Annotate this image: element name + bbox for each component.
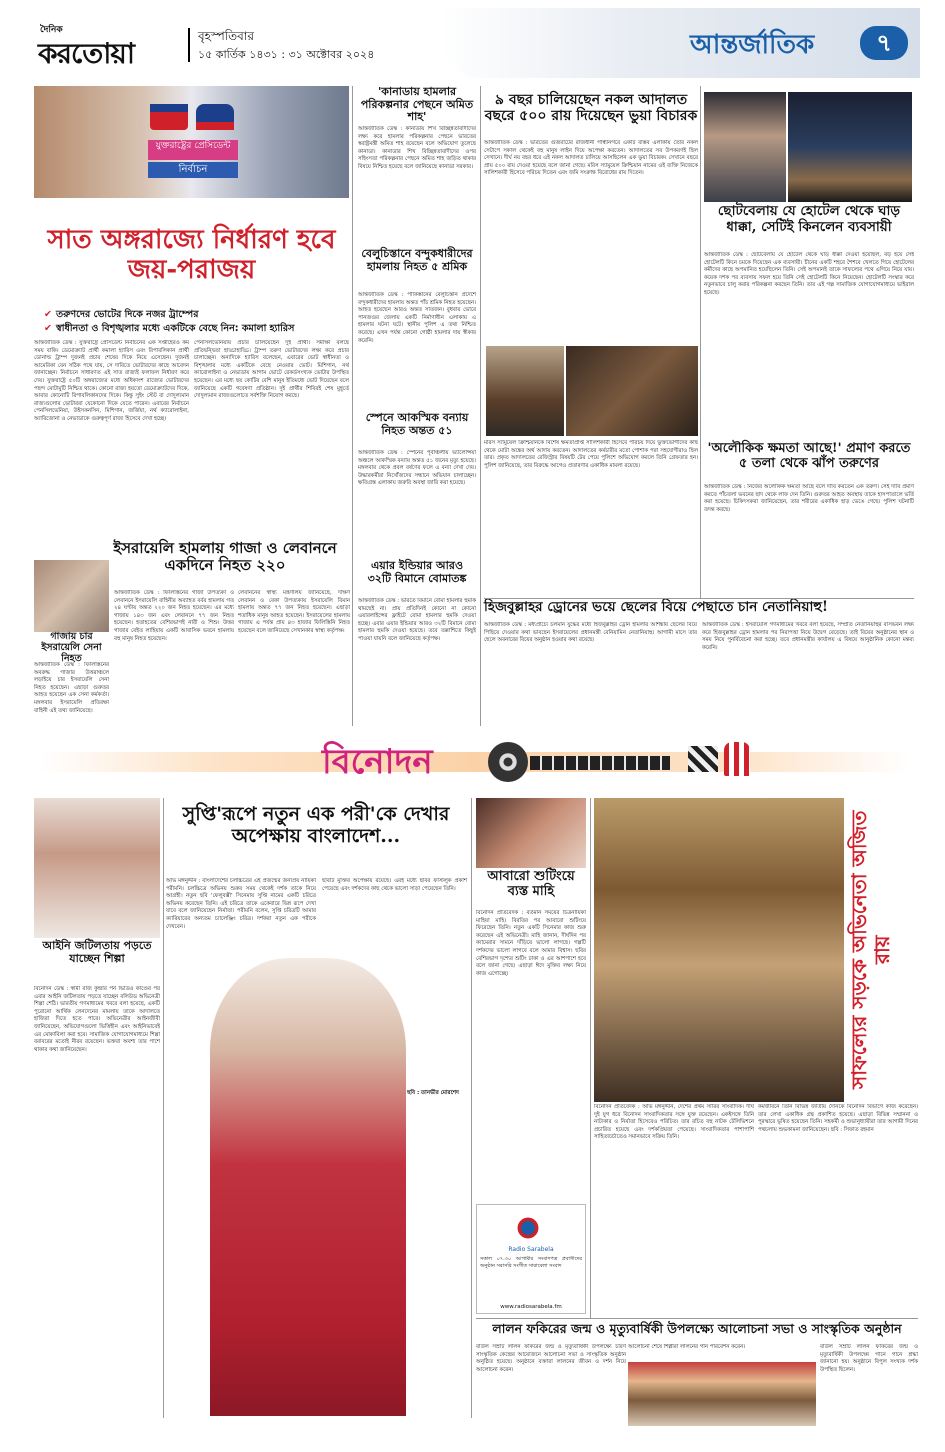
lead-headline: সাত অঙ্গরাজ্যে নির্ধারণ হবে জয়-পরাজয় [47, 225, 336, 285]
column-rule [590, 798, 591, 1318]
column-rule [352, 86, 353, 726]
lalon-body: বাউল সম্রাট লালন ফকিরের জন্ম ও মৃত্যুবার্ষিকী উপলক্ষ্যে চারণ সাংস্কৃতিক কেন্দ্রের আয়োজনে আলোচনা সভা ও সাংস্কৃতিক অনুষ্ঠান অনুষ্ঠিত হয়েছে। অনুষ্ঠানে বক্তারা লালনের জীবন ও দর্শন নিয়ে আলোচনা করেন। [476, 1344, 626, 1373]
page-number: ৭ [860, 26, 908, 60]
section-title: আন্তর্জাতিক [690, 30, 815, 60]
issue-date: ১৫ কার্তিক ১৪৩১ : ৩১ অক্টোবর ২০২৪ [198, 48, 375, 61]
amit-shah-body: আন্তর্জাতিক ডেস্ক : কানাডায় শিখ বিচ্ছিন্নতাবাদীদের লক্ষ্য করে হামলার পরিকল্পনার পেছনে ভারতের স্বরাষ্ট্রমন্ত্রী অমিত শাহ রয়েছেন বলে অভিযোগ তুলেছে কানাডা। কানাডার শিখ বিচ্ছিন্নতাবাদীদের ওপর সহিংসতা পরিকল্পনার পেছনে অমিত শাহ জড়িত থাকার বিষয়ে নিশ্চিত হয়েছে বলে জানিয়েছে কানাডা সরকার। [358, 126, 476, 170]
mahi-photo [476, 798, 586, 868]
balochistan-body: আন্তর্জাতিক ডেস্ক : পাকিস্তানের বেলুচিস্তান প্রদেশে বন্দুকধারীদের হামলায় অন্তত পাঁচ শ্রমিক নিহত হয়েছেন। আহত হয়েছেন আরও অন্তত সাতজন। বুধবার ভোরে পানজগুর জেলায় একটি নির্মাণাধীন এলাকায় এ হামলার ঘটনা ঘটে। স্থানীয় পুলিশ এ তথ্য নিশ্চিত করেছে। এখন পর্যন্ত কোনো গোষ্ঠী হামলার দায় স্বীকার করেনি। [358, 292, 476, 344]
ajit-body: কর্মজীবনে তিনি বিভিন্ন জাতীয় দৈনিকে বিনোদন বিভাগে কাজ করেছেন। তার লেখা একাধিক গ্রন্থ প্রকাশিত হয়েছে। এছাড়া বিভিন্ন সম্মাননা ও পুরস্কারে ভূষিত হয়েছেন তিনি। সহকর্মী ও শুভানুধ্যায়ীরা তার আগামী দিনের পথচলায় শুভকামনা জানিয়েছেন। ছবি : সিফাত রহমান [758, 1104, 918, 1133]
shilpa-photo [34, 798, 160, 938]
hotel-headline: ছোটবেলায় যে হোটেল থেকে ঘাড় ধাক্কা, সেটিই কিনলেন ব্যবসায়ী [717, 203, 901, 235]
radio-name: Radio Sarabela [508, 1246, 554, 1253]
air-india-body: আন্তর্জাতিক ডেস্ক : ভারতে বিমানে বোমা হামলার হুমকি থামছেই না। প্রায় প্রতিদিনই কোনো না কোনো এয়ারলাইন্সের ফ্লাইটে বোমা হামলার হুমকি দেওয়া হচ্ছে। এবার এয়ার ইন্ডিয়ার আরও ৩২টি বিমানে বোমা হামলার হুমকি দেওয়া হয়েছে। তবে তল্লাশিতে কিছুই পাওয়া যায়নি বলে জানিয়েছে কর্তৃপক্ষ। [358, 598, 476, 642]
election-badge-title: নির্বাচন [148, 162, 238, 178]
paper-logo: করতোয়া [38, 37, 134, 70]
column-rule [163, 798, 164, 1418]
occult-body: আন্তর্জাতিক ডেস্ক : নিজের অলৌকিক ক্ষমতা আছে বলে দাবি করতেন এক তরুণ। সেই দাবি প্রমাণ করতে পাঁচতলা ভবনের ছাদ থেকে লাফ দেন তিনি। গুরুতর আহত অবস্থায় তাকে হাসপাতালে ভর্তি করা হয়েছে। চিকিৎসকরা জানিয়েছেন, তার শরীরের একাধিক হাড় ভেঙে গেছে। পুলিশ ঘটনাটি তদন্ত করছে। [704, 484, 914, 513]
ajit-photo [594, 798, 844, 1102]
occult-headline: 'অলৌকিক ক্ষমতা আছে!' প্রমাণ করতে ৫ তলা থেকে ঝাঁপ তরুণের [707, 441, 911, 471]
spain-flood-headline: স্পেনে আকস্মিক বন্যায় নিহত অন্তত ৫১ [365, 411, 469, 437]
clapperboard-icon [688, 746, 718, 772]
netanyahu-body: আন্তর্জাতিক ডেস্ক : মধ্যপ্রাচ্যে চলমান যুদ্ধের মধ্যে হিজবুল্লাহর ড্রোন হামলার আশঙ্কায় ছেলের বিয়ে পিছিয়ে দেওয়ার কথা ভাবছেন ইসরায়েলের প্রধানমন্ত্রী বেনিয়ামিন নেতানিয়াহু। আগামী মাসে তার ছেলে অবনারের বিয়ের অনুষ্ঠান হওয়ার কথা রয়েছে। [484, 622, 697, 644]
netanyahu-body: আন্তর্জাতিক ডেস্ক : ইসরায়েলি গণমাধ্যমের খবরে বলা হয়েছে, সম্প্রতি নেতানিয়াহুর বাসভবন লক্ষ্য করে হিজবুল্লাহর ড্রোন হামলার পর নিরাপত্তা নিয়ে উদ্বেগ বেড়েছে। তাই বিয়ের অনুষ্ঠানের স্থান ও সময় নিয়ে পুনর্বিবেচনা করা হচ্ছে। তবে প্রধানমন্ত্রীর কার্যালয় এ বিষয়ে আনুষ্ঠানিক কোনো মন্তব্য করেনি। [702, 622, 914, 651]
popcorn-icon [724, 742, 750, 776]
israel-body: লেবাননের স্বাস্থ্য মন্ত্রণালয় জানিয়েছে, দক্ষিণ লেবানন ও বেকা উপত্যকায় ইসরায়েলি বিমান হামলায় অন্তত ৭৭ জন নিহত হয়েছেন। এছাড়া শতাধিক মানুষ আহত হয়েছেন। ইসরায়েলের হামলায় গাজায় এ পর্যন্ত প্রায় ৪৩ হাজার ফিলিস্তিনি নিহত হয়েছেন বলে জানিয়েছে সেখানকার স্বাস্থ্য কর্তৃপক্ষ। [238, 590, 350, 634]
lead-body: আন্তর্জাতিক ডেস্ক : যুক্তরাষ্ট্রে প্রেসিডেন্ট নির্বাচনের এক সপ্তাহেরও কম সময় বাকি। ডেমোক্র্যাট প্রার্থী কমালা হ্যারিস এবং রিপাবলিকান প্রার্থী ডোনাল্ড ট্রাম্প দুজনই প্রচার শেষের দিকে নিয়ে এসেছেন। দুজনই আমেরিকা যেন সঠিক পথে যায়, সে দাবিতে ভোটারদের কাছে আবেদন জানাচ্ছেন। নির্বাচনে সাধারণত এই সাত রাজ্যই ফলাফল নির্ধারণ করে দেয়। যুক্তরাষ্ট্রে ৫০টি অঙ্গরাজ্যের মধ্যে অধিকাংশ রাজ্যের ভোটারদের পছন্দ মোটামুটি নিশ্চিত থাকে। কোনো রাজ্য হয়তো ডেমোক্র্যাটদের দিকে, আবার কোনোটি রিপাবলিকানদের দিকে। কিন্তু সুইং স্টেট বা দোদুল্যমান রাজ্যগুলোর ভোটাররা যেকোনো দিকে যেতে পারেন। এবারের নির্বাচনে পেনসিলভেনিয়া, উইসকনসিন, মিশিগান, জর্জিয়া, নর্থ ক্যারোলাইনা, অ্যারিজোনা ও নেভাডাকে গুরুত্বপূর্ণ রাজ্য হিসেবে দেখা হচ্ছে। [34, 340, 189, 422]
column-rule [700, 86, 701, 598]
porimoni-photo [210, 958, 406, 1416]
lalon-event-photo [628, 1362, 816, 1426]
radio-url[interactable]: www.radiosarabela.fm [500, 1304, 562, 1310]
radio-schedule: সকাল ০৭.৩০ আগামীর সংবাদপত্র প্রবাসীদের অনুষ্ঠান সরাসরি সংগীত সারাবেলা সংবাদ [480, 1256, 582, 1269]
porimoni-body: অভি মঈনুদ্দীন : বাংলাদেশের চলচ্চিত্রের এই প্রজন্মের জনপ্রিয় নায়িকা পরীমনি। চলচ্চিত্রে অভিনয় শুরুর সময় থেকেই দর্শক তাকে নিয়ে আগ্রহী। নতুন ছবি 'ফেলুবক্সী' সিনেমায় সুপ্তি নামের একটি চরিত্রে অভিনয় করেছেন তিনি। এই চরিত্রে তাকে একেবারে ভিন্ন রূপে দেখা যাবে বলে জানিয়েছেন নির্মাতা। পরীমনি বলেন, সুপ্তি চরিত্রটি আমার ক্যারিয়ারের অন্যতম চ্যালেঞ্জিং চরিত্র। দর্শকরা নতুন এক পরীকে দেখবেন। [166, 878, 316, 930]
column-rule [480, 86, 481, 726]
lead-bullet [44, 322, 344, 337]
mahi-headline: আবারো শুটিংয়ে ব্যস্ত মাহি [487, 869, 575, 899]
fake-judge-photo [486, 346, 564, 436]
israel-body: আন্তর্জাতিক ডেস্ক : ফিলিস্তিনের গাজা উপত্যকা ও লেবাননে ইসরায়েলি বাহিনীর অব্যাহত বর্বর হামলায় গত ২৪ ঘণ্টায় অন্তত ২২০ জন নিহত হয়েছেন। এর মধ্যে গাজায় ১৪৩ জন এবং লেবাননে ৭৭ জন নিহত হয়েছেন। হতাহতের বেশিরভাগই নারী ও শিশু। উত্তর গাজার বেইত লাহিয়ায় একটি আবাসিক ভবনে হামলায় বহু মানুষ নিহত হয়েছেন। [114, 590, 234, 642]
balochistan-headline: বেলুচিস্তানে বন্দুকধারীদের হামলায় নিহত ৫ শ্রমিক [361, 247, 473, 273]
film-strip-icon [530, 756, 670, 770]
check-icon: ✔ [44, 309, 52, 320]
gaza-body: আন্তর্জাতিক ডেস্ক : ফিলিস্তিনের অবরুদ্ধ গাজার উত্তরাঞ্চলে লড়াইয়ে চার ইসরায়েলি সেনা নিহত হয়েছেন। এছাড়া গুরুতর আহত হয়েছেন এক সেনা কর্মকর্তা। মঙ্গলবার ইসরায়েলি প্রতিরক্ষা বাহিনী এই তথ্য জানিয়েছে। [34, 662, 109, 714]
porimoni-headline: সুপ্তি'রূপে নতুন এক পরী'কে দেখার অপেক্ষায় বাংলাদেশ... [182, 803, 450, 847]
lead-bullet [44, 308, 344, 323]
porimoni-body: ছবিটি মুক্তির অপেক্ষায় রয়েছে। এরই মধ্যে ছবির ফার্স্টলুক প্রকাশ পেয়েছে এবং দর্শকদের কাছ থেকে ভালো সাড়া পেয়েছেন তিনি। [322, 878, 467, 892]
air-india-headline: এয়ার ইন্ডিয়ার আরও ৩২টি বিমানে বোমাতঙ্ক [367, 559, 467, 585]
ajit-body: বিনোদন প্রতিবেদক : অভি মঈনুদ্দীন, দেশের প্রথম সারির সাংবাদিক। দীর্ঘ দুই যুগ ধরে বিনোদন সাংবাদিকতার সঙ্গে যুক্ত রয়েছেন। একইসঙ্গে তিনি নাট্যকার ও নির্মাতা হিসেবেও পরিচিত। তার রচিত বহু নাটক টেলিভিশনে প্রচারিত হয়েছে এবং দর্শকপ্রিয়তা পেয়েছে। সাংবাদিকতার পাশাপাশি সাহিত্যচর্চাতেও সমানভাবে সক্রিয় তিনি। [594, 1104, 754, 1141]
soldiers-photo [34, 560, 109, 632]
world-map-banner [440, 8, 920, 78]
paper-logo-prefix: দৈনিক [40, 25, 63, 35]
masthead-divider [188, 28, 190, 62]
shilpa-headline: আইনি জটিলতায় পড়তে যাচ্ছেন শিল্পা [42, 939, 152, 965]
mahi-body: বিনোদন প্রতিবেদক : বর্তমান সময়ের চিত্রনায়িকা মাহিয়া মাহি। বিরতির পর আবারো শুটিংয়ে ফিরেছেন তিনি। নতুন একটি সিনেমার কাজ শুরু করেছেন এই অভিনেত্রী। মাহি জানান, দীর্ঘদিন পর ক্যামেরার সামনে দাঁড়িয়ে ভালো লাগছে। গল্পটি দর্শকদের ভালো লাগবে বলে আমার বিশ্বাস। ছবির বেশিরভাগ দৃশ্যের শুটিং ঢাকা ও এর আশপাশে হবে বলে জানা গেছে। এছাড়া ঈদে মুক্তির লক্ষ্য নিয়ে কাজ এগোচ্ছে। [476, 910, 586, 977]
netanyahu-headline: হিজবুল্লাহর ড্রোনের ভয়ে ছেলের বিয়ে পেছাতে চান নেতানিয়াহু! [484, 599, 828, 615]
hotel-photo [788, 92, 912, 202]
fake-court-body: আন্তর্জাতিক ডেস্ক : ভারতের গুজরাটের রাজধানী গান্ধীনগরে একটি বাস্তব এলাকায় তৈরি নকল সেটাপে সকাল থেকেই বহু মানুষ লাইন দিয়ে অপেক্ষা করতেন। আদালতের সব উপকরণই ছিল সেখানে। দীর্ঘ নয় বছর ধরে এই নকল আদালত চালিয়ে আসছিলেন এক ভুয়া বিচারক। সেখানে বছরে প্রায় ৫০০ রায় দেওয়া হয়েছে বলে জানা গেছে। মরিস স্যামুয়েল ক্রিশ্চিয়ান নামের ওই ব্যক্তি নিজেকে সালিশকারী হিসেবে পরিচয় দিতেন এবং জমি সংক্রান্ত বিরোধের রায় দিতেন। [484, 140, 698, 177]
election-badge-country: যুক্তরাষ্ট্রের প্রেসিডেন্ট [148, 140, 238, 160]
lalon-body: বাউল সম্রাট লালন ফকিরের জন্ম ও মৃত্যুবার্ষিকী উপলক্ষ্যে গানে গানে শ্রদ্ধা জানানো হয়। অনুষ্ঠানে বিপুল সংখ্যক দর্শক উপস্থিত ছিলেন। [820, 1344, 918, 1373]
hotel-body: আন্তর্জাতিক ডেস্ক : ছোটবেলায় যে হোটেল থেকে ঘাড় ধাক্কা দেওয়া হয়েছিল, বড় হয়ে সেই হোটেলটি কিনে চমকে দিয়েছেন এক ব্যবসায়ী। চীনের একটি শহরে শৈশবে খেলতে গিয়ে হোটেলের কর্মীদের কাছে অপমানিত হয়েছিলেন তিনি। সেই অপমানই তাকে সাফল্যের পথে এগিয়ে নিয়ে যায়। কয়েক দশক পর ব্যবসায় সফল হয়ে তিনি সেই হোটেলটি কিনে নিয়েছেন। হোটেলটি সংস্কার করে নতুনভাবে চালু করার পরিকল্পনা করছেন তিনি। তার এই গল্প সামাজিক যোগাযোগমাধ্যমে ভাইরাল হয়েছে। [704, 252, 914, 296]
column-rule [471, 798, 472, 1418]
lead-bullet-text: তরুণদের ভোটের দিকে নজর ট্রাম্পের [55, 309, 199, 320]
israel-headline: ইসরায়েলি হামলায় গাজা ও লেবাননে একদিনে নিহত ২২০ [113, 539, 337, 575]
lalon-headline: লালন ফকিরের জন্ম ও মৃত্যুবার্ষিকী উপলক্ষ্যে আলোচনা সভা ও সাংস্কৃতিক অনুষ্ঠান [492, 1321, 902, 1336]
section-rule [476, 1318, 918, 1319]
film-reel-icon [488, 742, 528, 782]
lalon-body: আলোচনা শেষে শিল্পীরা লালনের গান পরিবেশন করেন। [628, 1344, 746, 1350]
issue-day: বৃহস্পতিবার [198, 29, 254, 43]
gavel-photo [566, 346, 698, 436]
lead-bullet-text: স্বাধীনতা ও বিশৃঙ্খলার মধ্যে একটিকে বেছে নিন: কমালা হ্যারিস [55, 323, 295, 334]
check-icon: ✔ [44, 323, 52, 334]
party-symbols-icon [148, 98, 238, 134]
entertainment-title: বিনোদন [322, 742, 433, 782]
fake-court-headline: ৯ বছর চালিয়েছেন নকল আদালত বছরে ৫০০ রায় দিয়েছেন ভুয়া বিচারক [484, 92, 698, 125]
lead-body: পেনসিলভেনিয়ায় প্রচার চালিয়েছেন দুই প্রার্থী। সমীক্ষা বলছে প্রতিদ্বন্দ্বিতা হাড্ডাহাড্ডি। ট্রাম্প তরুণ ভোটারদের লক্ষ্য করে প্রচার চালাচ্ছেন। অন্যদিকে হ্যারিস বলেছেন, এবারের ভোট স্বাধীনতা ও বিশৃঙ্খলার মধ্যে একটিকে বেছে নেওয়ার ভোট। মিশিগান, নর্থ ক্যারোলাইনা ও নেভাডায় আগাম ভোটে রেকর্ডসংখ্যক ভোটার উপস্থিত হয়েছেন। এর মধ্যে ছয় কোটির বেশি মানুষ ইতিমধ্যে ভোট দিয়েছেন বলে জানিয়েছে একটি গবেষণা প্রতিষ্ঠান। দুই প্রার্থীর শিবিরই শেষ মুহূর্তে দোদুল্যমান রাজ্যগুলোতে সর্বশক্তি নিয়োগ করছে। [194, 340, 349, 400]
shilpa-body: বিনোদন ডেস্ক : স্বামী রাজ কুন্দ্রার পর্ন ভিডিও কাণ্ডের পর এবার আইনি জটিলতায় পড়তে যাচ্ছেন বলিউড অভিনেত্রী শিল্পা শেঠি। ভারতীয় গণমাধ্যমের খবরে বলা হয়েছে, একটি পুরোনো আর্থিক লেনদেনের মামলায় তাকে আদালতে হাজিরা দিতে হতে পারে। অভিনেত্রীর আইনজীবী জানিয়েছেন, অভিযোগগুলো ভিত্তিহীন এবং আইনিভাবেই এর মোকাবিলা করা হবে। সামাজিক যোগাযোগমাধ্যমে শিল্পা বরাবরের মতোই নীরব রয়েছেন। ভক্তরা অবশ্য তার পাশে থাকার কথা জানিয়েছেন। [34, 986, 160, 1053]
radio-logo-icon [512, 1212, 544, 1244]
photo-credit: ছবি : তানভীর মোরশেদ [407, 1090, 459, 1096]
entertainment-banner [40, 752, 910, 772]
gaza-headline: গাজায় চার ইসরায়েলি সেনা নিহত [41, 631, 102, 664]
ajit-headline: সাফল্যের সড়কে অভিনেতা অজিত রায় [847, 810, 894, 1090]
businessman-photo [704, 92, 786, 202]
fake-court-body: মরিস স্যামুয়েল ক্রিশ্চিয়ানকে বিশেষ ক্ষমতাপ্রাপ্ত সালিশকারী হিসেবে পরিচয় দিয়ে ভুক্তভোগীদের কাছ থেকে মোটা অঙ্কের অর্থ আদায় করতেন। আদালতের কর্মচারীর মতো পোশাক পরা সহযোগীরাও ছিল তার। প্রকৃত আদালতের রেজিস্ট্রার বিষয়টি টের পেয়ে পুলিশে অভিযোগ করলে তিনি গ্রেফতার হন। পুলিশ জানিয়েছে, তার বিরুদ্ধে আগেও প্রতারণার একাধিক মামলা রয়েছে। [484, 440, 698, 469]
section-rule [484, 598, 914, 599]
spain-flood-body: আন্তর্জাতিক ডেস্ক : স্পেনের পূর্বাঞ্চলীয় ভ্যালেন্সিয়া অঞ্চলে আকস্মিক বন্যায় অন্তত ৫১ জনের মৃত্যু হয়েছে। মঙ্গলবার থেকে প্রবল বর্ষণের ফলে এ বন্যা দেখা দেয়। উদ্ধারকর্মীরা নিখোঁজদের সন্ধানে অভিযান চালাচ্ছেন। ক্ষতিগ্রস্ত এলাকায় জরুরি অবস্থা জারি করা হয়েছে। [358, 450, 476, 487]
amit-shah-headline: 'কানাডায় হামলার পরিকল্পনার পেছনে অমিত শাহ' [360, 85, 474, 124]
